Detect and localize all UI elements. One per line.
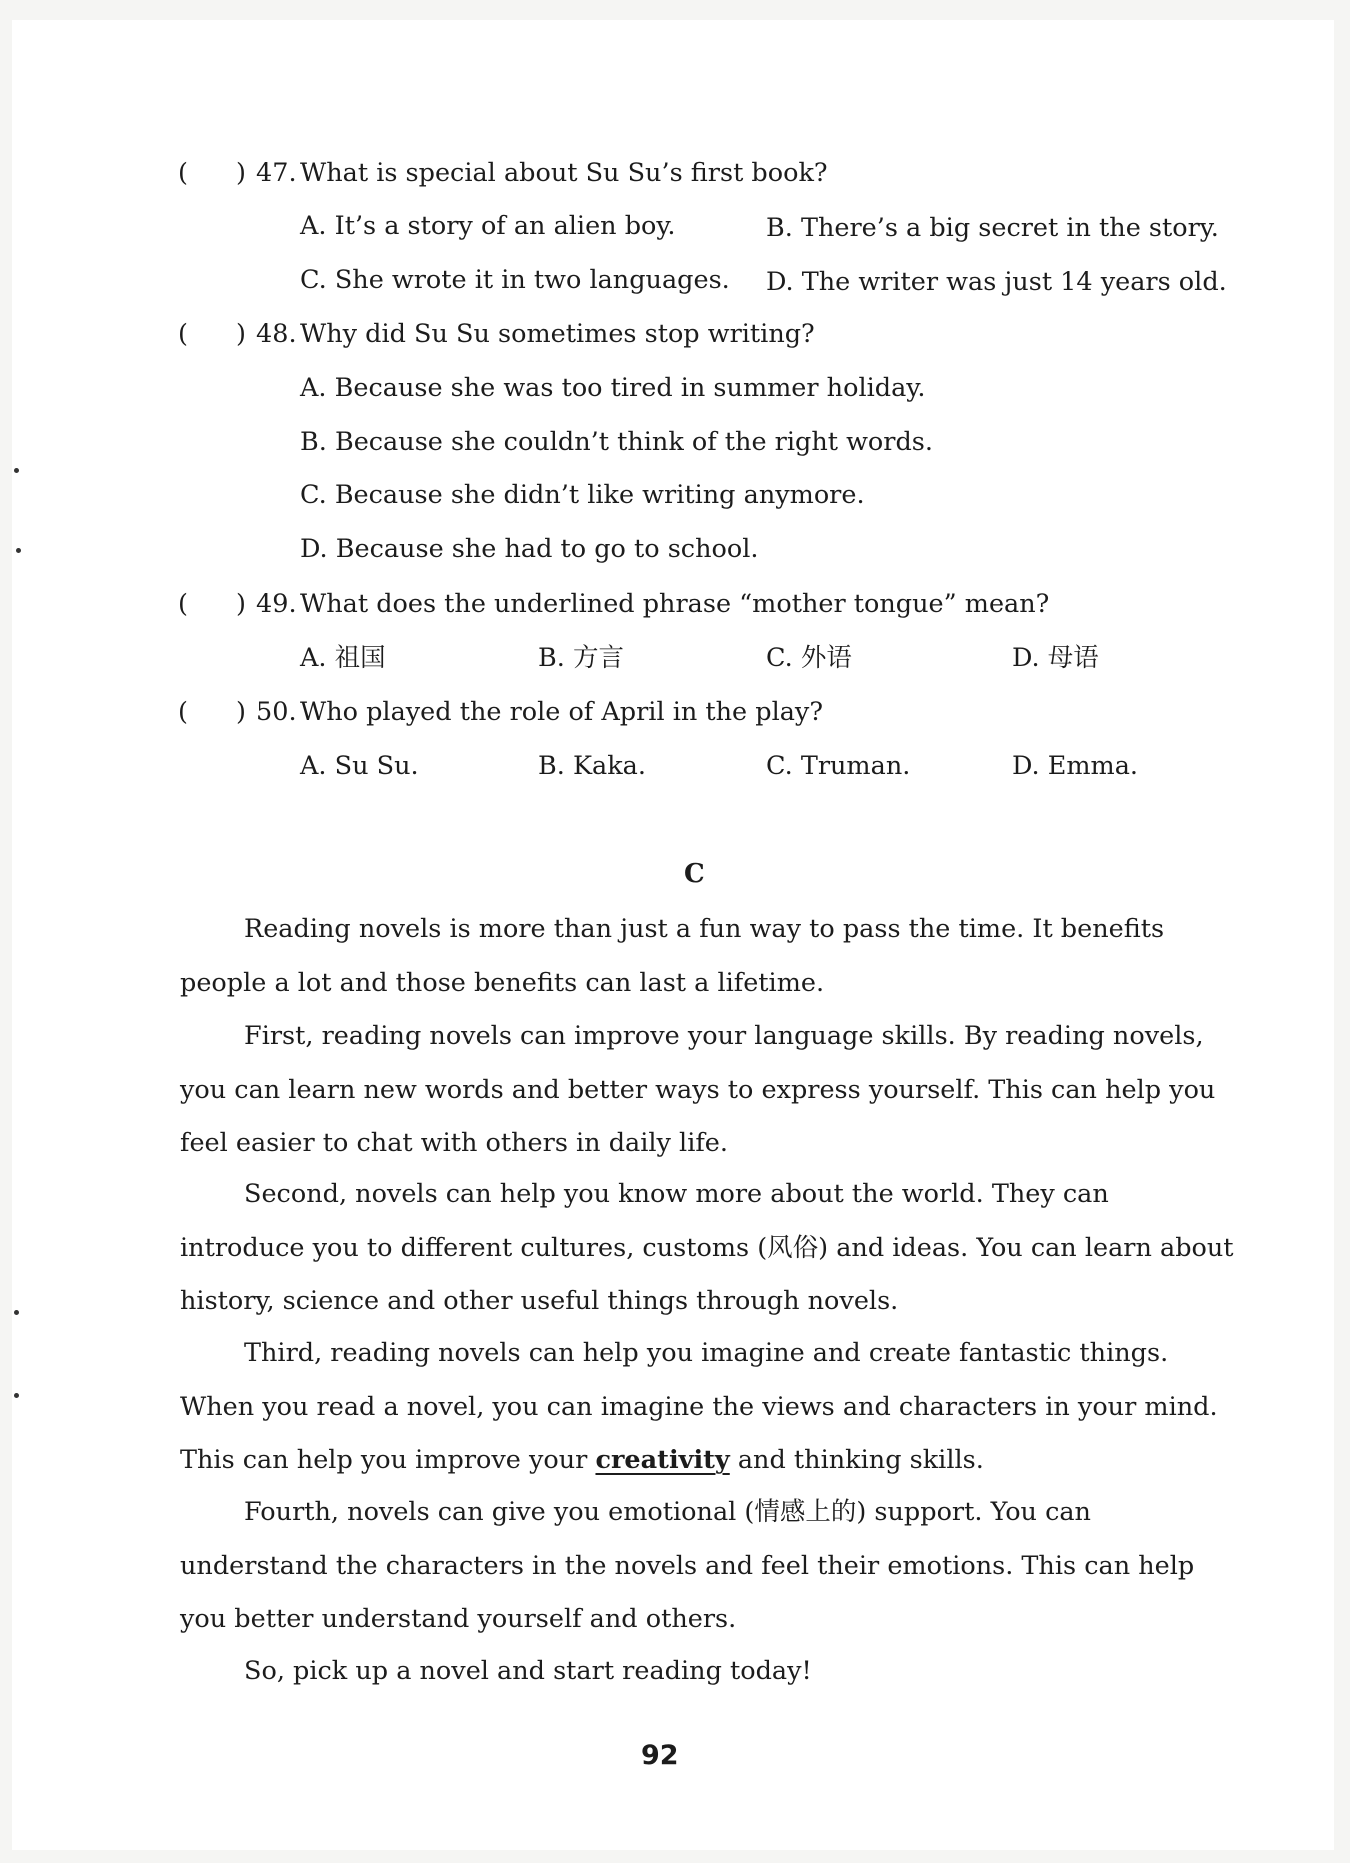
option-c: C. 外语 [766, 643, 852, 673]
paragraph-4-lead: This can help you improve your [180, 1445, 588, 1475]
option-b: B. There’s a big secret in the story. [766, 213, 1219, 243]
option-a: A. Because she was too tired in summer holiday. [300, 373, 926, 403]
answer-paren-open: ( [178, 158, 188, 188]
answer-paren-open: ( [178, 319, 188, 349]
passage-paragraph-6: So, pick up a novel and start reading today! [244, 1656, 812, 1686]
section-heading: C [684, 859, 705, 889]
option-b: B. 方言 [538, 643, 624, 673]
option-b: B. Because she couldn’t think of the right words. [300, 427, 933, 457]
paragraph-4-text: Third, reading novels can help you imagine and create fantastic things. When you read a novel, you can imagine the views and characters in your mind. [180, 1338, 1218, 1422]
option-a: A. It’s a story of an alien boy. [300, 211, 676, 241]
underlined-word-creativity: creativity [595, 1445, 730, 1475]
option-a: A. 祖国 [300, 643, 386, 673]
answer-paren-close: ) [236, 158, 246, 188]
passage-paragraph-3: Second, novels can help you know more about the world. They can introduce you to different cultures, customs (风俗) and ideas. You can learn about history, science and other useful things through novels. [180, 1179, 1234, 1316]
question-text: What does the underlined phrase “mother tongue” mean? [300, 589, 1050, 619]
question-number: 47. [256, 158, 297, 188]
margin-dot [14, 1310, 19, 1315]
passage-paragraph-4 [180, 1327, 1240, 1488]
question-text: What is special about Su Su’s first book? [300, 158, 828, 188]
answer-paren-open: ( [178, 697, 188, 727]
option-b: B. Kaka. [538, 751, 646, 781]
option-a: A. Su Su. [300, 751, 419, 781]
answer-paren-close: ) [236, 319, 246, 349]
paragraph-4-tail: and thinking skills. [737, 1445, 984, 1475]
option-d: D. The writer was just 14 years old. [766, 267, 1227, 297]
passage-paragraph-5: Fourth, novels can give you emotional (情感上的) support. You can understand the characters in the novels and feel their emotions. This can help you better understand yourself and others. [180, 1497, 1195, 1634]
option-c: C. Truman. [766, 751, 911, 781]
option-d: D. Emma. [1012, 751, 1139, 781]
question-text: Why did Su Su sometimes stop writing? [300, 319, 815, 349]
answer-paren-close: ) [236, 589, 246, 619]
margin-dot [14, 468, 19, 473]
question-number: 49. [256, 589, 297, 619]
option-d: D. Because she had to go to school. [300, 534, 759, 564]
margin-dot [16, 548, 21, 553]
answer-paren-close: ) [236, 697, 246, 727]
answer-paren-open: ( [178, 589, 188, 619]
passage-paragraph-2: First, reading novels can improve your language skills. By reading novels, you can learn new words and better ways to express yourself. This can help you feel easier to chat with others in daily life. [180, 1021, 1216, 1158]
question-number: 48. [256, 319, 297, 349]
margin-dot [14, 1393, 19, 1398]
question-text: Who played the role of April in the play? [300, 697, 824, 727]
page-number: 92 [641, 1740, 679, 1771]
option-c: C. Because she didn’t like writing anymore. [300, 480, 865, 510]
passage-paragraph-1: Reading novels is more than just a fun way to pass the time. It benefits people a lot and those benefits can last a lifetime. [180, 914, 1165, 998]
option-c: C. She wrote it in two languages. [300, 265, 730, 295]
question-number: 50. [256, 697, 297, 727]
option-d: D. 母语 [1012, 643, 1099, 673]
